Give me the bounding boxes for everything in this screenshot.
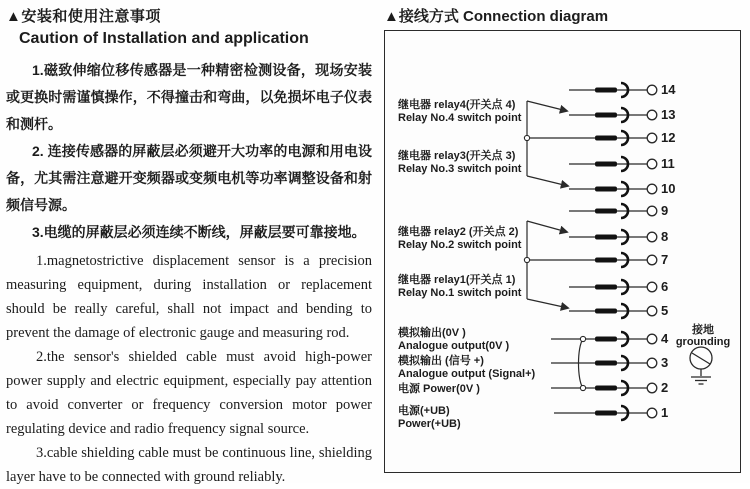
paragraph-en-1: 1.magnetostrictive displacement sensor is a precision measuring equipment, during installation or replacement should be really careful, shall not impact and bending to prevent the damage of electronic gauge and measuring rod.: [6, 253, 372, 341]
terminal-number-4: 4: [661, 331, 669, 346]
label-relay4: [398, 99, 566, 125]
label-power-ub: [398, 405, 566, 431]
label-analogue-signal-zh: 模拟输出 (信号 +): [398, 355, 484, 367]
paragraph-zh-2: 2. 连接传感器的屏蔽层必须避开大功率的电源和用电设备，尤其需注意避开变频器或变频电机等功率调整设备和射频信号源。: [6, 143, 372, 213]
connection-diagram: [384, 30, 741, 473]
paragraph-en-3: 3.cable shielding cable must be continuous line, shielding layer have to be connected with ground reliably.: [6, 445, 372, 485]
terminal-number-7: 7: [661, 252, 669, 267]
label-relay1: [398, 274, 566, 300]
terminal-number-5: 5: [661, 303, 669, 318]
label-relay3: [398, 150, 566, 176]
label-power-ub-en: Power(+UB): [398, 418, 461, 430]
label-relay2: [398, 226, 566, 252]
terminal-number-13: 13: [661, 107, 676, 122]
terminal-number-12: 12: [661, 130, 676, 145]
paragraph-zh-1: 1.磁致伸缩位移传感器是一种精密检测设备，现场安装或更换时需谨慎操作，不得撞击和弯曲，以免损坏电子仪表和测杆。: [6, 62, 372, 132]
terminal-number-1: 1: [661, 405, 669, 420]
terminal-number-3: 3: [661, 355, 669, 370]
label-power-ub-zh: 电源(+UB): [398, 405, 450, 417]
section-title-en: Caution of Installation and application: [19, 30, 309, 47]
label-analogue-signal: [398, 355, 566, 381]
label-analogue-0v-zh: 模拟输出(0V ): [398, 327, 466, 339]
label-relay1-en: Relay No.1 switch point: [398, 287, 522, 299]
grounding-label-zh: 接地: [692, 324, 714, 336]
caution-section: [6, 5, 372, 489]
paragraph-zh-3: 3.电缆的屏蔽层必须连续不断线，屏蔽层要可靠接地。: [32, 224, 366, 240]
terminal-number-11: 11: [661, 156, 675, 171]
label-relay4-en: Relay No.4 switch point: [398, 112, 522, 124]
terminal-number-8: 8: [661, 229, 669, 244]
label-relay1-zh: 继电器 relay1(开关点 1): [398, 274, 516, 286]
terminal-number-14: 14: [661, 82, 676, 97]
label-power-0v: [398, 383, 566, 396]
label-analogue-signal-en: Analogue output (Signal+): [398, 368, 536, 380]
terminal-number-10: 10: [661, 181, 676, 196]
label-power-0v-zh: 电源 Power(0V ): [398, 383, 480, 395]
label-analogue-0v-en: Analogue output(0V ): [398, 340, 510, 352]
paragraph-en-2: 2.the sensor's shielded cable must avoid high-power power supply and electric equipment, especially pay attention to avoid converter or frequency conversion motor power regulating device and radio frequency signal source.: [6, 349, 372, 437]
terminal-number-2: 2: [661, 380, 669, 395]
label-relay3-en: Relay No.3 switch point: [398, 163, 522, 175]
terminal-number-6: 6: [661, 279, 669, 294]
label-relay2-en: Relay No.2 switch point: [398, 239, 522, 251]
label-relay4-zh: 继电器 relay4(开关点 4): [398, 99, 516, 111]
grounding-label: [670, 324, 736, 348]
label-relay2-zh: 继电器 relay2 (开关点 2): [398, 226, 519, 238]
label-analogue-0v: [398, 327, 566, 353]
terminal-number-9: 9: [661, 203, 669, 218]
section-title-zh: ▲安装和使用注意事项: [6, 8, 161, 25]
label-relay3-zh: 继电器 relay3(开关点 3): [398, 150, 516, 162]
diagram-title: ▲接线方式 Connection diagram: [384, 8, 609, 25]
grounding-symbol-icon: [690, 347, 712, 384]
grounding-label-en: grounding: [675, 336, 731, 348]
